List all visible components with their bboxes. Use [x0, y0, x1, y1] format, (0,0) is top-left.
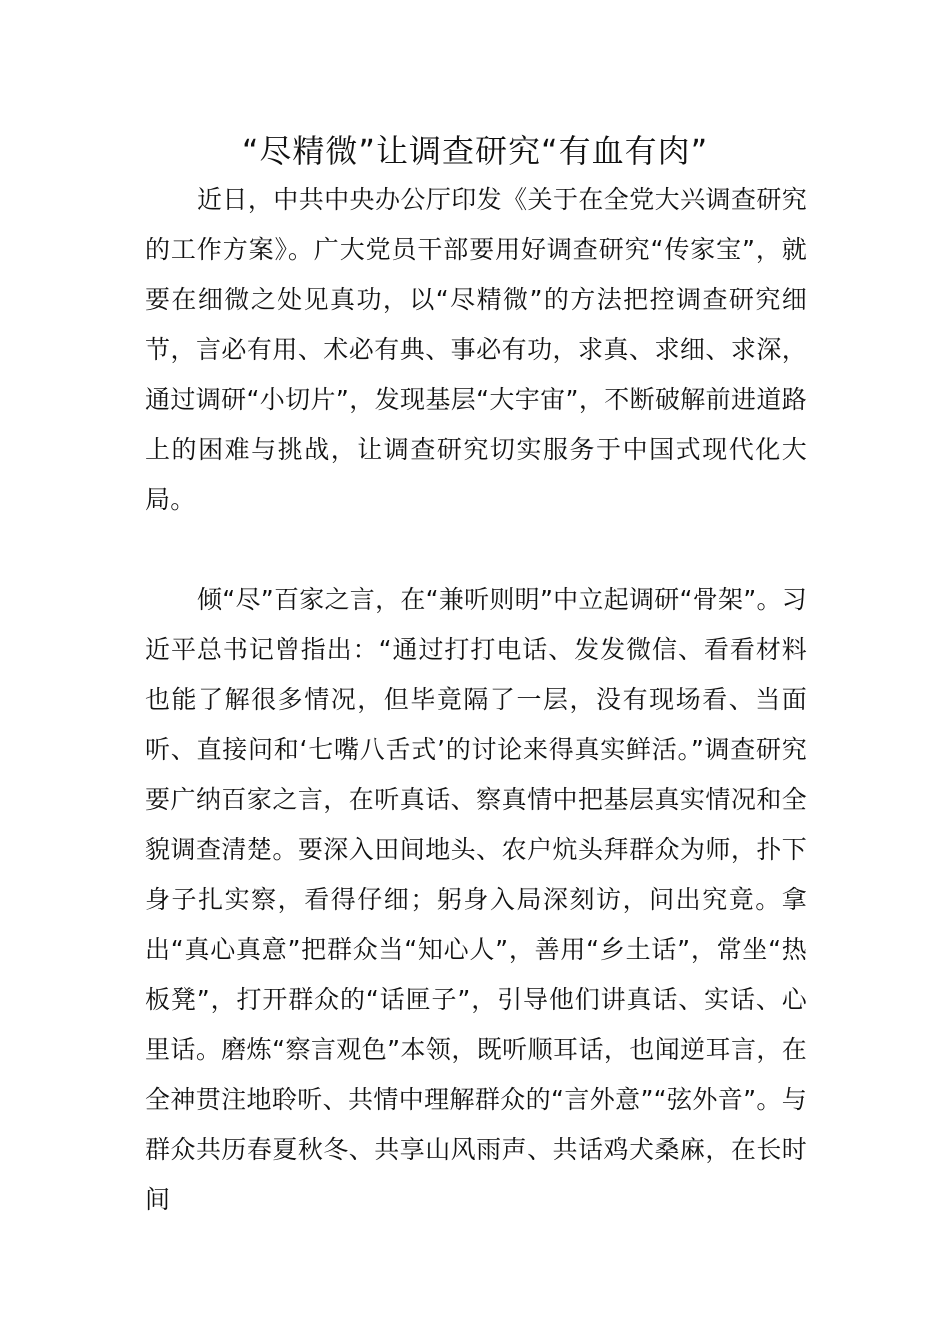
- paragraph-1: 近日，中共中央办公厅印发《关于在全党大兴调查研究的工作方案》。广大党员干部要用好调查研究“传家宝”，就要在细微之处见真功，以“尽精微”的方法把控调查研究细节，言必有用、术必有典、事必有功，求真、求细、求深，通过调研“小切片”，发现基层“大宇宙”，不断破解前进道路上的困难与挑战，让调查研究切实服务于中国式现代化大局。: [145, 185, 807, 514]
- paragraph-2: 倾“尽”百家之言，在“兼听则明”中立起调研“骨架”。习近平总书记曾指出：“通过打打电话、发发微信、看看材料也能了解很多情况，但毕竟隔了一层，没有现场看、当面听、直接问和‘七嘴八舌式’的讨论来得真实鲜活。”调查研究要广纳百家之言，在听真话、察真情中把基层真实情况和全貌调查清楚。要深入田间地头、农户炕头拜群众为师，扑下身子扎实察，看得仔细；躬身入局深刻访，问出究竟。拿出“真心真意”把群众当“知心人”，善用“乡土话”，常坐“热板凳”，打开群众的“话匣子”，引导他们讲真话、实话、心里话。磨炼“察言观色”本领，既听顺耳话，也闻逆耳言，在全神贯注地聆听、共情中理解群众的“言外意”“弦外音”。与群众共历春夏秋冬、共享山风雨声、共话鸡犬桑麻，在长时间: [145, 585, 807, 1214]
- document-title: “尽精微”让调查研究“有血有肉”: [241, 132, 709, 170]
